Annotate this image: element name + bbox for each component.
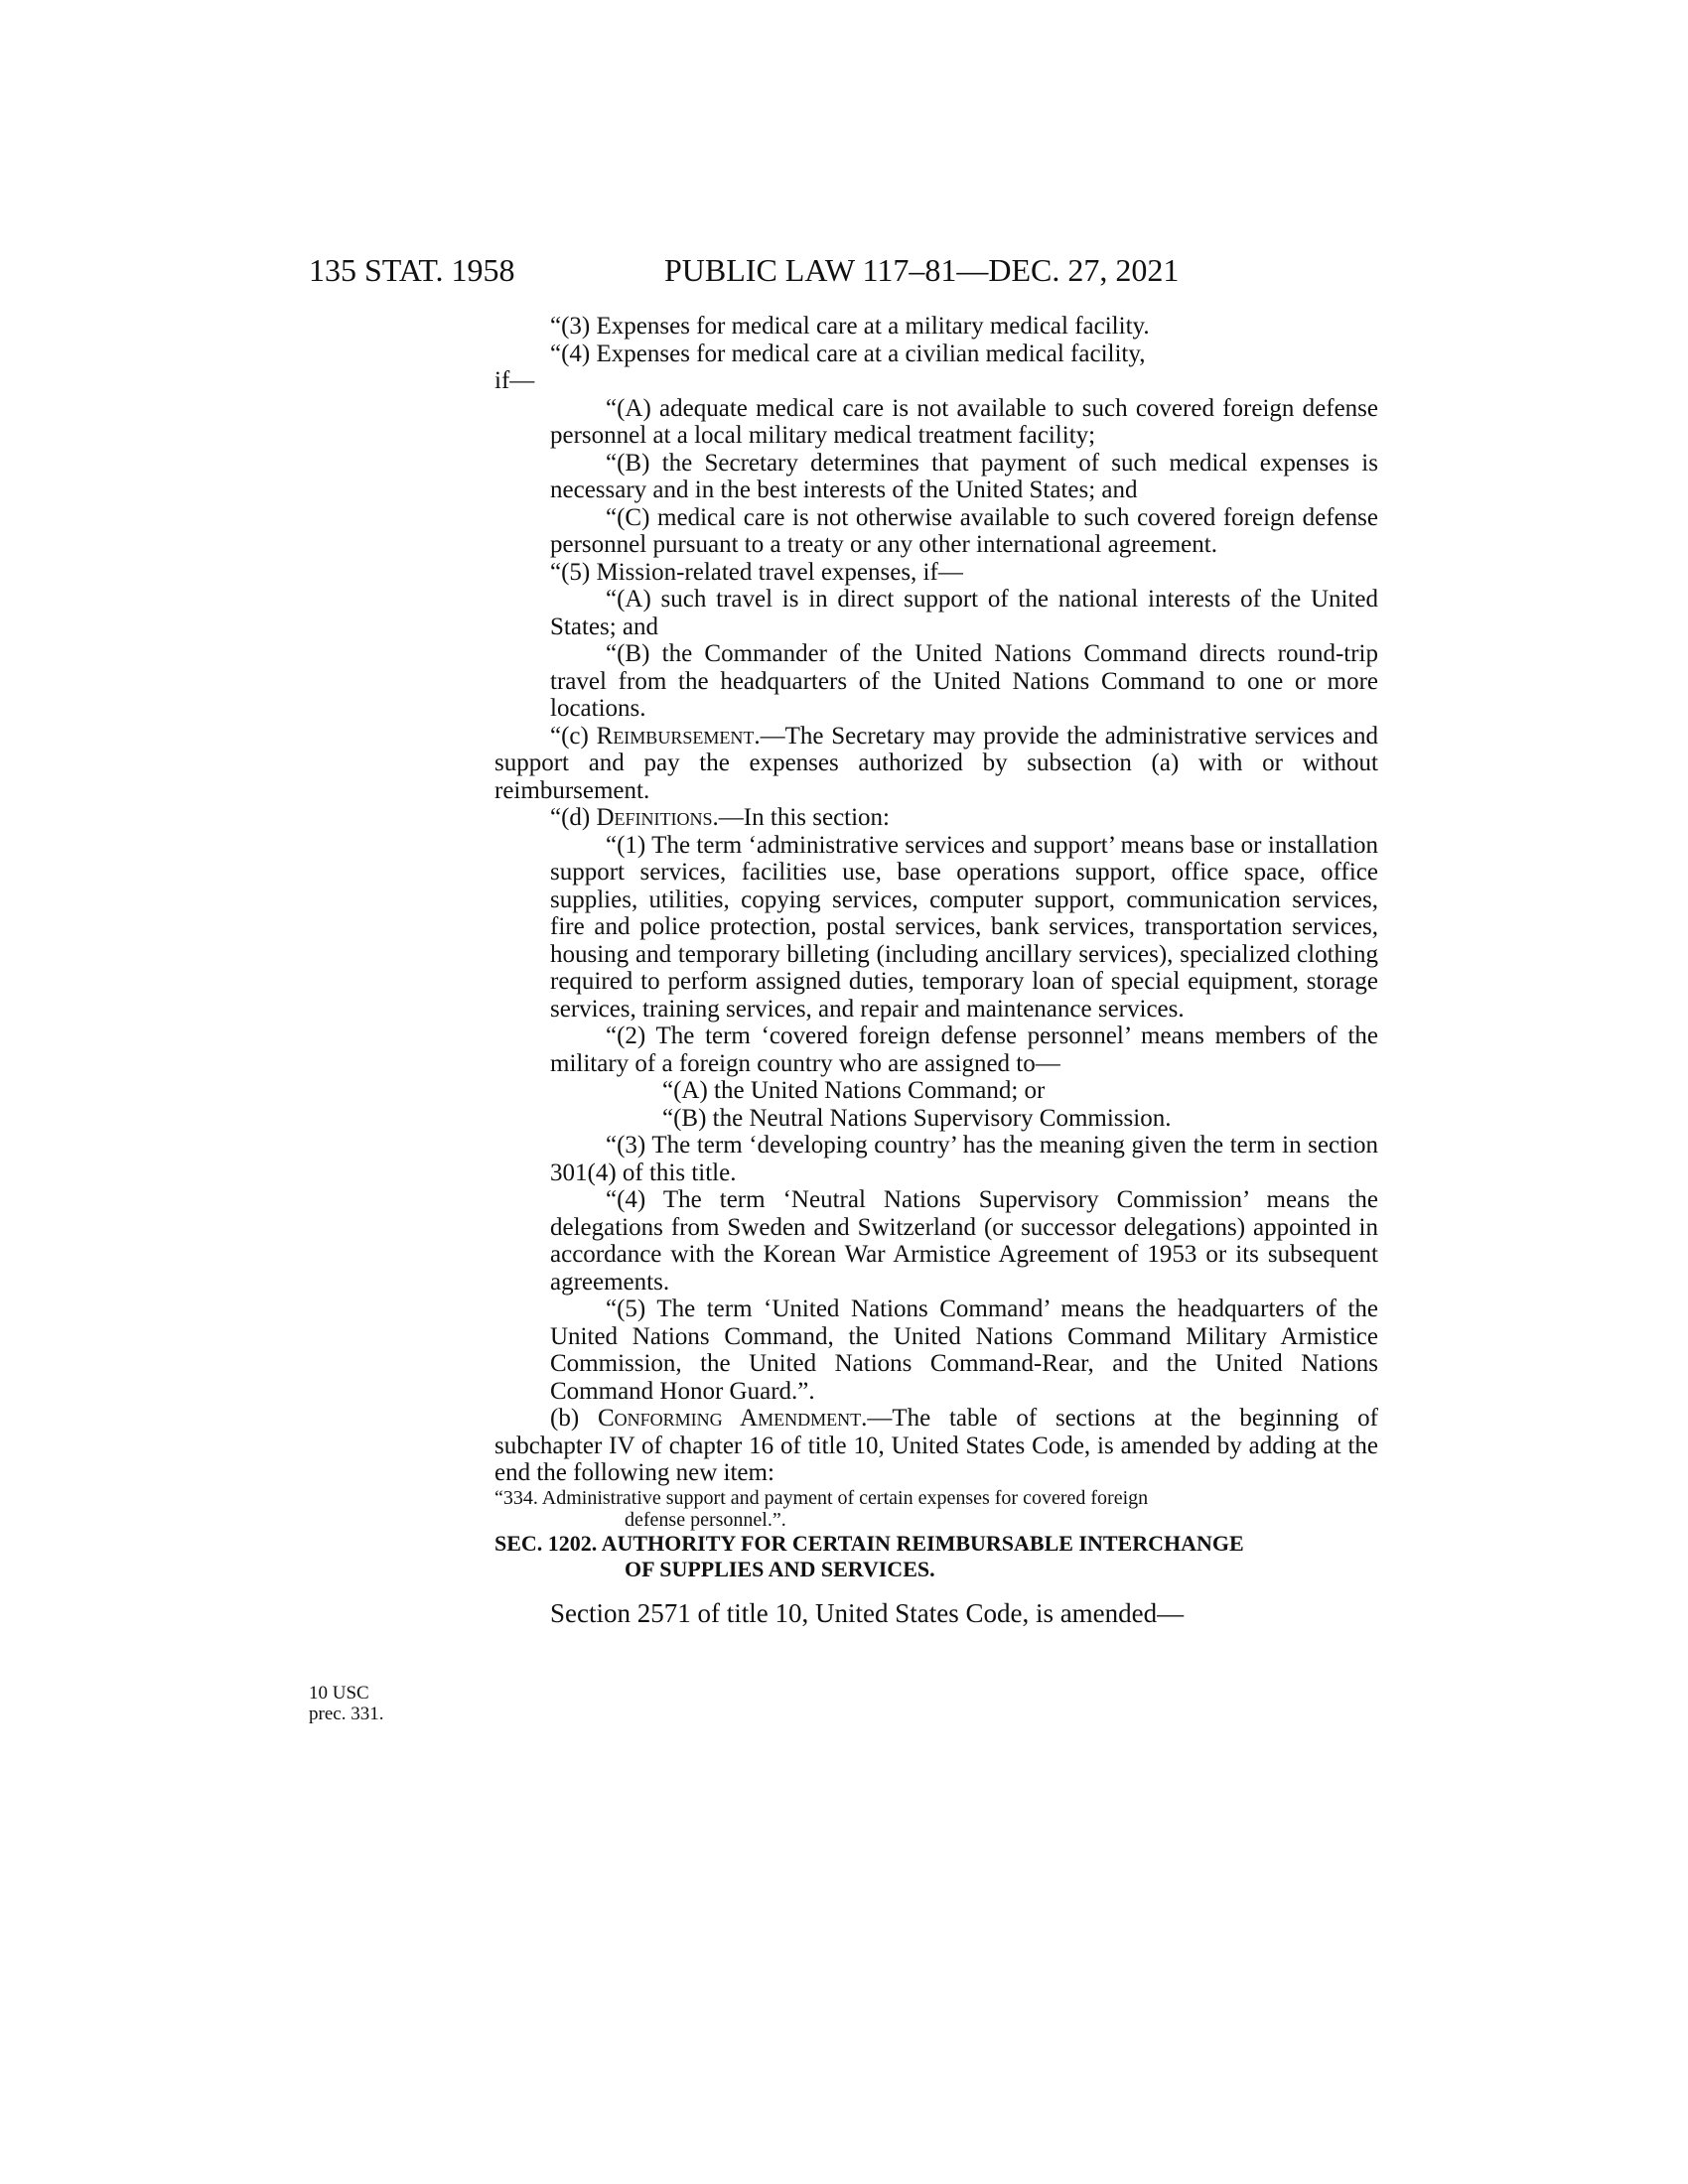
subparagraph-4a: “(A) adequate medical care is not available to such covered foreign defense personnel at a local military medical treatment facility; (550, 394, 1378, 449)
subparagraph-4c: “(C) medical care is not otherwise available to such covered foreign defense personnel pursuant to a treaty or any other international agreement. (550, 503, 1378, 558)
definition-4: “(4) The term ‘Neutral Nations Supervisory Commission’ means the delegations from Sweden and Switzerland (or successor delegations) appointed in accordance with the Korean War Armistice Agreement of 1953 or its subsequent agreements. (550, 1186, 1378, 1296)
definition-1: “(1) The term ‘administrative services and support’ means base or installation support services, facilities use, base operations support, office space, office supplies, utilities, copying services, computer support, communication services, fire and police protection, postal services, bank services, transportation services, housing and temporary billeting (including ancillary services), specialized clothing required to perform assigned duties, temporary loan of special equipment, storage services, training services, and repair and maintenance services. (550, 831, 1378, 1023)
section-heading-1202 (494, 1531, 1378, 1582)
subsection-b-text: .—The table of sections at the beginning of subchapter IV of chapter 16 of title 10, United States Code, is amended by adding at the end the following new item: (494, 1405, 1379, 1486)
margin-citation (309, 1683, 383, 1724)
paragraph-3-medical-military: “(3) Expenses for medical care at a military medical facility. (550, 313, 1150, 340)
subsection-c-reimbursement (494, 723, 1378, 805)
toc-line-2: defense personnel.”. (625, 1508, 786, 1531)
subsection-c-prefix: “(c) (550, 722, 597, 750)
section-heading-line-2: OF SUPPLIES AND SERVICES. (625, 1556, 935, 1581)
margin-citation-line-1: 10 USC (309, 1683, 369, 1704)
subparagraph-5a: “(A) such travel is in direct support of the national interests of the United States; and (550, 586, 1378, 640)
subparagraph-4b: “(B) the Secretary determines that payment of such medical expenses is necessary and in the best interests of the United States; and (550, 449, 1378, 503)
definition-2: “(2) The term ‘covered foreign defense personnel’ means members of the military of a foreign country who are assigned to— (550, 1023, 1378, 1077)
paragraph-4-medical-civilian: “(4) Expenses for medical care at a civilian medical facility, (550, 340, 1146, 367)
subsection-b-prefix: (b) (550, 1405, 598, 1432)
toc-line-1: “334. Administrative support and payment of certain expenses for covered foreign (494, 1486, 1149, 1509)
paragraph-4-continuation: if— (494, 367, 535, 394)
running-head: PUBLIC LAW 117–81—DEC. 27, 2021 (664, 252, 1180, 288)
subsection-c-heading: Reimbursement (596, 722, 755, 750)
paragraph-5-travel: “(5) Mission-related travel expenses, if— (550, 558, 963, 586)
subsection-c-text: .—The Secretary may provide the administrative services and support and pay the expenses authorized by subsection (a) with or without reimbursement. (494, 722, 1378, 804)
subsection-d-heading: Definitions (596, 804, 713, 831)
statute-body (494, 313, 1378, 1628)
subsection-b-heading: Conforming Amendment (597, 1405, 862, 1432)
definition-2b: “(B) the Neutral Nations Supervisory Commission. (662, 1104, 1172, 1132)
subsection-d-definitions (494, 804, 1378, 832)
statute-page-number: 135 STAT. 1958 (309, 252, 515, 288)
page-header (0, 250, 1688, 290)
subsection-d-prefix: “(d) (550, 804, 597, 831)
table-of-sections-item (494, 1487, 1378, 1531)
section-1202-intro: Section 2571 of title 10, United States Code, is amended— (550, 1597, 1185, 1628)
margin-citation-line-2: prec. 331. (309, 1704, 384, 1724)
definition-2a: “(A) the United Nations Command; or (662, 1077, 1046, 1104)
definition-3: “(3) The term ‘developing country’ has the meaning given the term in section 301(4) of this title. (550, 1132, 1378, 1186)
subsection-d-text: .—In this section: (712, 804, 891, 831)
subparagraph-5b: “(B) the Commander of the United Nations Command directs round-trip travel from the headquarters of the United Nations Command to one or more locations. (550, 640, 1378, 722)
subsection-b-conforming-amendment (494, 1405, 1378, 1487)
definition-5: “(5) The term ‘United Nations Command’ means the headquarters of the United Nations Command, the United Nations Command Military Armistice Commission, the United Nations Command-Rear, and the United Nations Command Honor Guard.”. (550, 1296, 1378, 1405)
section-heading-line-1: SEC. 1202. AUTHORITY FOR CERTAIN REIMBURSABLE INTERCHANGE (494, 1530, 1244, 1556)
